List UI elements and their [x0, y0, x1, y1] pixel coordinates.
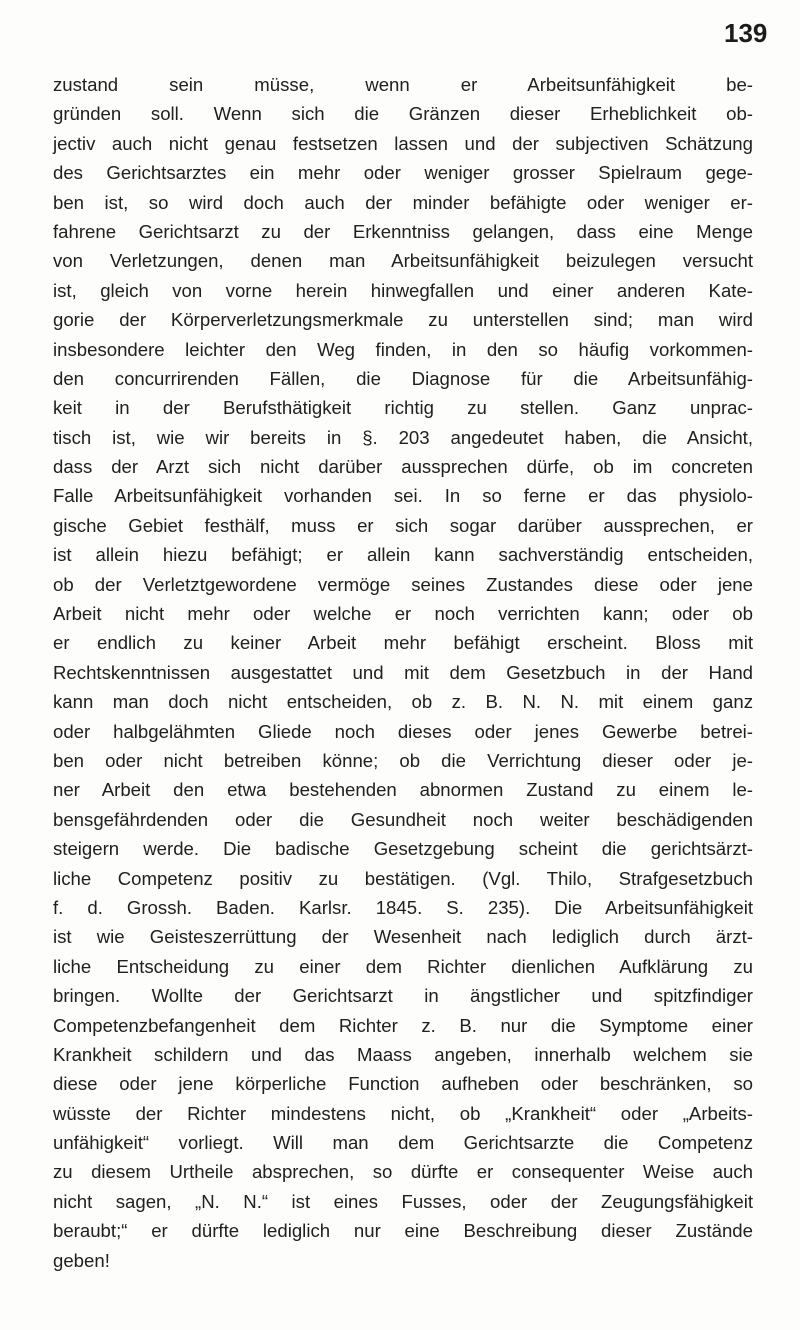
text-line: ist allein hiezu befähigt; er allein kann sachverständig entscheiden,	[53, 544, 753, 566]
text-line: von Verletzungen, denen man Arbeitsunfähigkeit beizulegen versucht	[53, 250, 753, 272]
text-line: ist, gleich von vorne herein hinwegfallen und einer anderen Kate-	[53, 279, 753, 301]
text-line: steigern werde. Die badische Gesetzgebung scheint die gerichtsärzt-	[53, 838, 753, 860]
text-line: fahrene Gerichtsarzt zu der Erkenntniss gelangen, dass eine Menge	[53, 220, 753, 242]
text-line: zu diesem Urtheile absprechen, so dürfte er consequenter Weise auch	[53, 1161, 753, 1183]
text-line: f. d. Grossh. Baden. Karlsr. 1845. S. 235). Die Arbeitsunfähigkeit	[53, 896, 753, 918]
text-line: des Gerichtsarztes ein mehr oder weniger grosser Spielraum gege-	[53, 162, 753, 184]
text-line: dass der Arzt sich nicht darüber aussprechen dürfe, ob im concreten	[53, 456, 753, 478]
body-text	[53, 70, 753, 1275]
text-line: Falle Arbeitsunfähigkeit vorhanden sei. In so ferne er das physiolo-	[53, 485, 753, 507]
text-line: wüsste der Richter mindestens nicht, ob „Krankheit“ oder „Arbeits-	[53, 1102, 753, 1124]
text-line: jectiv auch nicht genau festsetzen lassen und der subjectiven Schätzung	[53, 132, 753, 154]
text-line: ob der Verletztgewordene vermöge seines Zustandes diese oder jene	[53, 573, 753, 595]
text-line: geben!	[53, 1249, 110, 1271]
text-line: keit in der Berufsthätigkeit richtig zu stellen. Ganz unprac-	[53, 397, 753, 419]
text-line: liche Entscheidung zu einer dem Richter dienlichen Aufklärung zu	[53, 955, 753, 977]
text-line: Arbeit nicht mehr oder welche er noch verrichten kann; oder ob	[53, 603, 753, 625]
text-line: Rechtskenntnissen ausgestattet und mit dem Gesetzbuch in der Hand	[53, 661, 753, 683]
text-line: Competenzbefangenheit dem Richter z. B. nur die Symptome einer	[53, 1014, 753, 1036]
text-line: zustand sein müsse, wenn er Arbeitsunfähigkeit be-	[53, 74, 753, 95]
text-line: Krankheit schildern und das Maass angeben, innerhalb welchem sie	[53, 1043, 753, 1065]
text-line: ist wie Geisteszerrüttung der Wesenheit nach lediglich durch ärzt-	[53, 926, 753, 948]
text-line: kann man doch nicht entscheiden, ob z. B. N. N. mit einem ganz	[53, 691, 753, 713]
text-line: unfähigkeit“ vorliegt. Will man dem Gerichtsarzte die Competenz	[53, 1132, 753, 1154]
text-line: diese oder jene körperliche Function aufheben oder beschränken, so	[53, 1073, 753, 1095]
text-line: ner Arbeit den etwa bestehenden abnormen Zustand zu einem le-	[53, 779, 753, 801]
text-line: ben ist, so wird doch auch der minder befähigte oder weniger er-	[53, 191, 753, 213]
text-line: ben oder nicht betreiben könne; ob die Verrichtung dieser oder je-	[53, 749, 753, 771]
text-line: liche Competenz positiv zu bestätigen. (Vgl. Thilo, Strafgesetzbuch	[53, 867, 753, 889]
text-line: den concurrirenden Fällen, die Diagnose für die Arbeitsunfähig-	[53, 367, 753, 389]
text-line: insbesondere leichter den Weg finden, in den so häufig vorkommen-	[53, 338, 753, 360]
text-line: gründen soll. Wenn sich die Gränzen dieser Erheblichkeit ob-	[53, 103, 753, 125]
text-line: oder halbgelähmten Gliede noch dieses oder jenes Gewerbe betrei-	[53, 720, 753, 742]
text-line: er endlich zu keiner Arbeit mehr befähigt erscheint. Bloss mit	[53, 632, 753, 654]
text-line: gische Gebiet festhälf, muss er sich sogar darüber aussprechen, er	[53, 514, 753, 536]
text-line: nicht sagen, „N. N.“ ist eines Fusses, oder der Zeugungsfähigkeit	[53, 1190, 753, 1212]
text-line: gorie der Körperverletzungsmerkmale zu unterstellen sind; man wird	[53, 309, 753, 331]
page-number: 139	[724, 18, 768, 48]
text-line: beraubt;“ er dürfte lediglich nur eine Beschreibung dieser Zustände	[53, 1220, 753, 1242]
text-line: bensgefährdenden oder die Gesundheit noch weiter beschädigenden	[53, 808, 753, 830]
text-line: tisch ist, wie wir bereits in §. 203 angedeutet haben, die Ansicht,	[53, 426, 753, 448]
text-line: bringen. Wollte der Gerichtsarzt in ängstlicher und spitzfindiger	[53, 985, 753, 1007]
